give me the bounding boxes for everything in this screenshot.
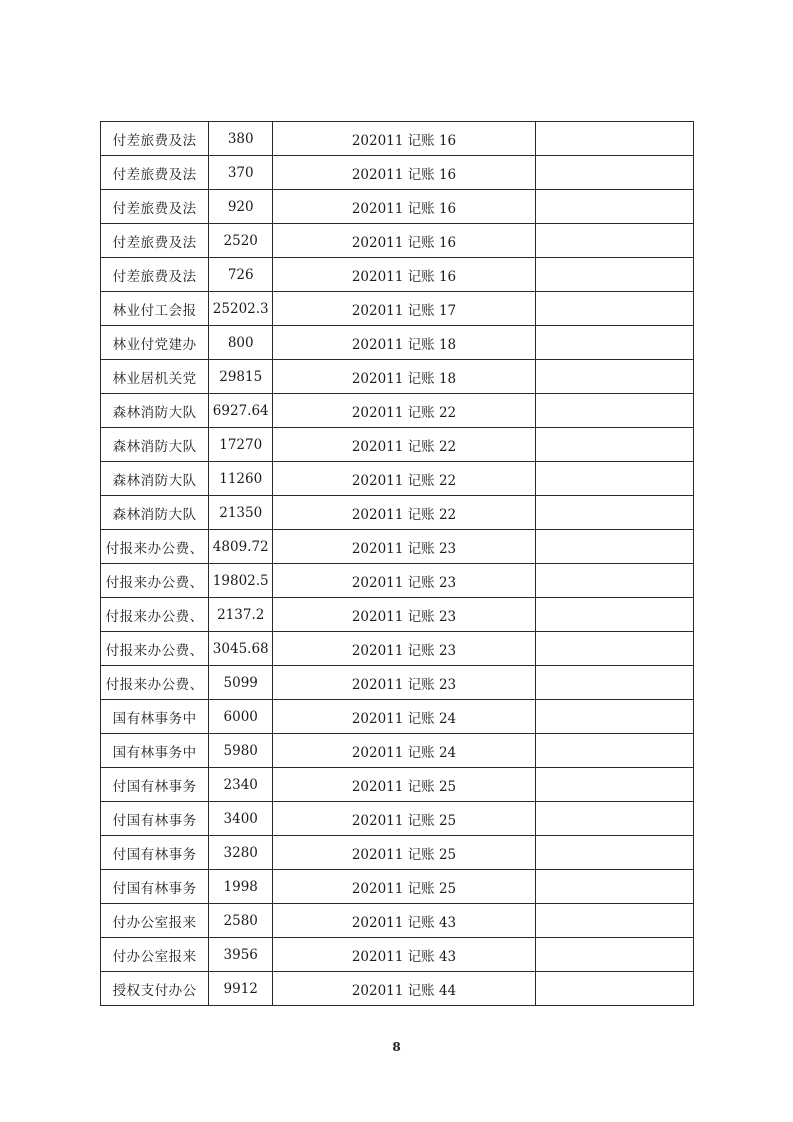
payee-cell: 国有林事务中 [101, 734, 209, 768]
payee-cell: 国有林事务中 [101, 700, 209, 734]
table-row [101, 292, 694, 326]
amount-cell: 25202.3 [209, 292, 273, 326]
note-cell [535, 156, 693, 190]
table-row [101, 122, 694, 156]
payee-cell: 付差旅费及法 [101, 122, 209, 156]
voucher-ref-cell: 202011 记账 43 [273, 938, 535, 972]
amount-cell: 370 [209, 156, 273, 190]
table-row [101, 666, 694, 700]
voucher-ref-cell: 202011 记账 22 [273, 394, 535, 428]
payee-cell: 付报来办公费、 [101, 632, 209, 666]
ledger-table [100, 121, 694, 1006]
table-row [101, 564, 694, 598]
amount-cell: 1998 [209, 870, 273, 904]
table-row [101, 632, 694, 666]
payee-cell: 付国有林事务 [101, 768, 209, 802]
table-row [101, 530, 694, 564]
amount-cell: 5980 [209, 734, 273, 768]
note-cell [535, 292, 693, 326]
table-row [101, 700, 694, 734]
table-row [101, 734, 694, 768]
note-cell [535, 836, 693, 870]
amount-cell: 3280 [209, 836, 273, 870]
table-row [101, 258, 694, 292]
amount-cell: 3045.68 [209, 632, 273, 666]
amount-cell: 21350 [209, 496, 273, 530]
note-cell [535, 598, 693, 632]
payee-cell: 付办公室报来 [101, 938, 209, 972]
amount-cell: 17270 [209, 428, 273, 462]
amount-cell: 380 [209, 122, 273, 156]
voucher-ref-cell: 202011 记账 16 [273, 156, 535, 190]
table-row [101, 768, 694, 802]
amount-cell: 2520 [209, 224, 273, 258]
amount-cell: 4809.72 [209, 530, 273, 564]
payee-cell: 付报来办公费、 [101, 530, 209, 564]
amount-cell: 19802.5 [209, 564, 273, 598]
payee-cell: 森林消防大队 [101, 428, 209, 462]
note-cell [535, 190, 693, 224]
voucher-ref-cell: 202011 记账 24 [273, 700, 535, 734]
payee-cell: 付差旅费及法 [101, 224, 209, 258]
note-cell [535, 564, 693, 598]
table-row [101, 428, 694, 462]
amount-cell: 29815 [209, 360, 273, 394]
payee-cell: 林业付党建办 [101, 326, 209, 360]
table-row [101, 870, 694, 904]
note-cell [535, 700, 693, 734]
note-cell [535, 326, 693, 360]
table-row [101, 938, 694, 972]
payee-cell: 授权支付办公 [101, 972, 209, 1006]
note-cell [535, 972, 693, 1006]
table-row [101, 836, 694, 870]
voucher-ref-cell: 202011 记账 16 [273, 190, 535, 224]
amount-cell: 5099 [209, 666, 273, 700]
amount-cell: 9912 [209, 972, 273, 1006]
amount-cell: 800 [209, 326, 273, 360]
amount-cell: 2340 [209, 768, 273, 802]
voucher-ref-cell: 202011 记账 25 [273, 836, 535, 870]
payee-cell: 付差旅费及法 [101, 156, 209, 190]
note-cell [535, 122, 693, 156]
note-cell [535, 462, 693, 496]
voucher-ref-cell: 202011 记账 17 [273, 292, 535, 326]
note-cell [535, 530, 693, 564]
table-row [101, 326, 694, 360]
table-row [101, 360, 694, 394]
amount-cell: 920 [209, 190, 273, 224]
payee-cell: 付国有林事务 [101, 870, 209, 904]
note-cell [535, 734, 693, 768]
payee-cell: 森林消防大队 [101, 394, 209, 428]
table-row [101, 496, 694, 530]
payee-cell: 付报来办公费、 [101, 564, 209, 598]
note-cell [535, 496, 693, 530]
table-row [101, 224, 694, 258]
note-cell [535, 224, 693, 258]
note-cell [535, 802, 693, 836]
table-row [101, 190, 694, 224]
table-row [101, 394, 694, 428]
payee-cell: 林业居机关党 [101, 360, 209, 394]
amount-cell: 726 [209, 258, 273, 292]
payee-cell: 付报来办公费、 [101, 666, 209, 700]
table-row [101, 598, 694, 632]
voucher-ref-cell: 202011 记账 18 [273, 326, 535, 360]
voucher-ref-cell: 202011 记账 16 [273, 122, 535, 156]
voucher-ref-cell: 202011 记账 22 [273, 496, 535, 530]
table-row [101, 972, 694, 1006]
note-cell [535, 632, 693, 666]
voucher-ref-cell: 202011 记账 43 [273, 904, 535, 938]
voucher-ref-cell: 202011 记账 23 [273, 632, 535, 666]
amount-cell: 3956 [209, 938, 273, 972]
voucher-ref-cell: 202011 记账 16 [273, 258, 535, 292]
note-cell [535, 394, 693, 428]
payee-cell: 森林消防大队 [101, 496, 209, 530]
table-row [101, 904, 694, 938]
amount-cell: 11260 [209, 462, 273, 496]
table-row [101, 802, 694, 836]
voucher-ref-cell: 202011 记账 23 [273, 564, 535, 598]
ledger-body [101, 122, 694, 1006]
voucher-ref-cell: 202011 记账 44 [273, 972, 535, 1006]
voucher-ref-cell: 202011 记账 23 [273, 530, 535, 564]
amount-cell: 6000 [209, 700, 273, 734]
note-cell [535, 666, 693, 700]
amount-cell: 6927.64 [209, 394, 273, 428]
voucher-ref-cell: 202011 记账 16 [273, 224, 535, 258]
voucher-ref-cell: 202011 记账 24 [273, 734, 535, 768]
note-cell [535, 768, 693, 802]
voucher-ref-cell: 202011 记账 25 [273, 870, 535, 904]
table-row [101, 156, 694, 190]
note-cell [535, 360, 693, 394]
note-cell [535, 870, 693, 904]
note-cell [535, 938, 693, 972]
voucher-ref-cell: 202011 记账 22 [273, 462, 535, 496]
payee-cell: 付国有林事务 [101, 802, 209, 836]
payee-cell: 付国有林事务 [101, 836, 209, 870]
payee-cell: 付办公室报来 [101, 904, 209, 938]
payee-cell: 付报来办公费、 [101, 598, 209, 632]
amount-cell: 2137.2 [209, 598, 273, 632]
payee-cell: 付差旅费及法 [101, 190, 209, 224]
voucher-ref-cell: 202011 记账 25 [273, 802, 535, 836]
note-cell [535, 428, 693, 462]
amount-cell: 2580 [209, 904, 273, 938]
voucher-ref-cell: 202011 记账 23 [273, 598, 535, 632]
voucher-ref-cell: 202011 记账 23 [273, 666, 535, 700]
amount-cell: 3400 [209, 802, 273, 836]
voucher-ref-cell: 202011 记账 25 [273, 768, 535, 802]
payee-cell: 森林消防大队 [101, 462, 209, 496]
voucher-ref-cell: 202011 记账 22 [273, 428, 535, 462]
payee-cell: 付差旅费及法 [101, 258, 209, 292]
payee-cell: 林业付工会报 [101, 292, 209, 326]
note-cell [535, 904, 693, 938]
note-cell [535, 258, 693, 292]
page-number: 8 [392, 1040, 401, 1054]
voucher-ref-cell: 202011 记账 18 [273, 360, 535, 394]
table-row [101, 462, 694, 496]
